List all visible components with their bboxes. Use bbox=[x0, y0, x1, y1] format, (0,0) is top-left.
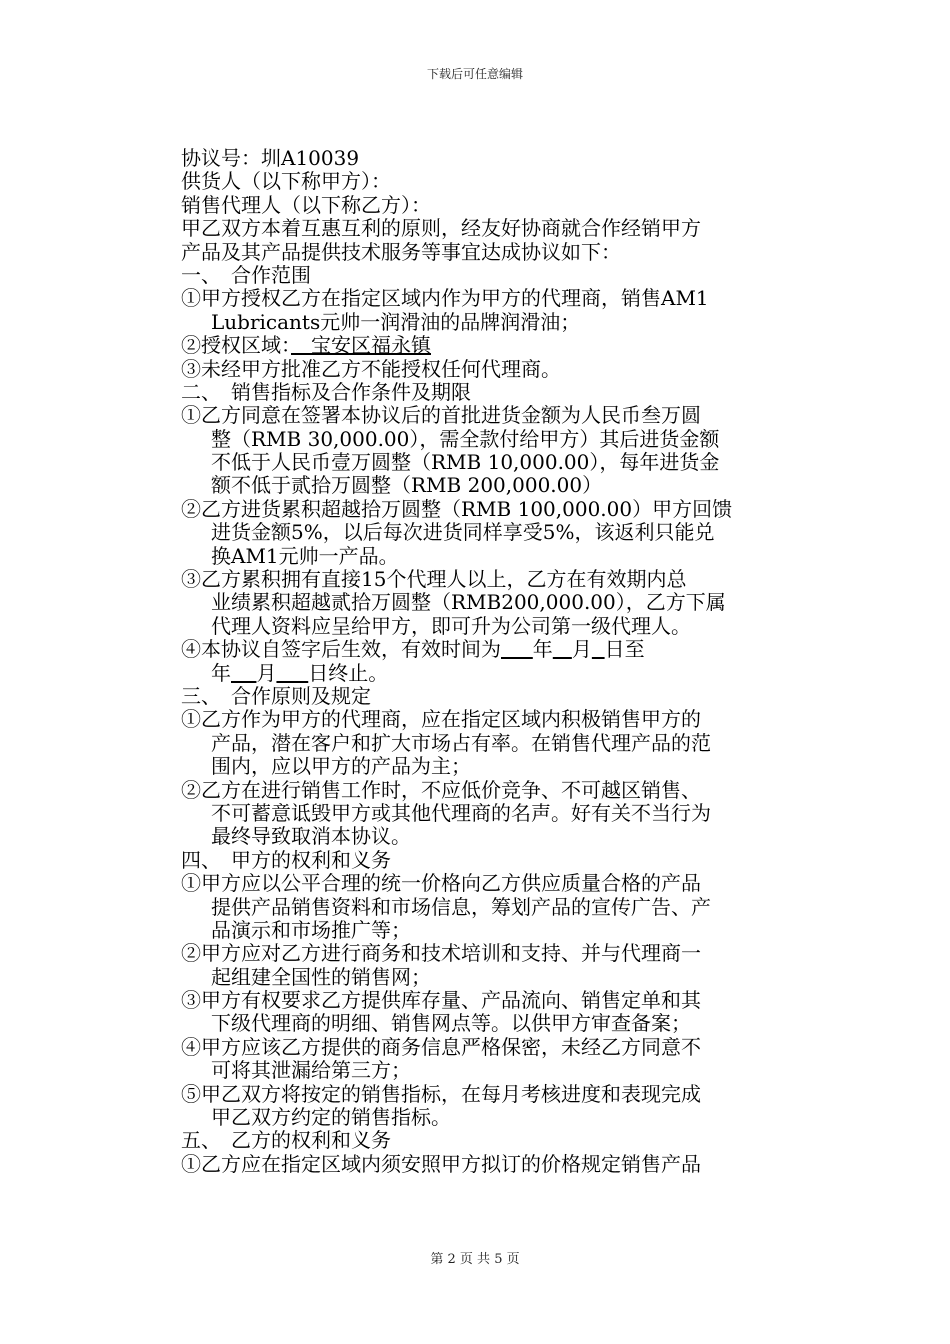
line-text: 日至 bbox=[604, 637, 645, 662]
line-text: 整（RMB 30,000.00），需全款付给甲方）其后进货金额 bbox=[211, 426, 720, 451]
text-line bbox=[181, 241, 821, 264]
text-line bbox=[181, 1059, 821, 1082]
line-text: 不低于人民币壹万圆整（RMB 10,000.00），每年进货金 bbox=[211, 450, 720, 475]
line-text: ①乙方作为甲方的代理商，应在指定区域内积极销售甲方的 bbox=[181, 707, 701, 732]
line-text: ④本协议自签字后生效，有效时间为 bbox=[181, 637, 501, 662]
line-text: 月 bbox=[571, 637, 592, 662]
line-text: 起组建全国性的销售网； bbox=[211, 964, 431, 989]
line-text: 销售代理人（以下称乙方）： bbox=[181, 192, 431, 217]
text-line bbox=[181, 404, 821, 427]
text-line bbox=[181, 217, 821, 240]
text-line bbox=[181, 638, 821, 661]
line-text: ①乙方应在指定区域内须安照甲方拟订的价格规定销售产品 bbox=[181, 1151, 701, 1176]
line-text: ②授权区域： bbox=[181, 333, 291, 358]
text-line bbox=[181, 147, 821, 170]
text-line bbox=[181, 264, 821, 287]
line-text: ③甲方有权要求乙方提供库存量、产品流向、销售定单和其 bbox=[181, 988, 701, 1013]
fill-in-blank bbox=[592, 637, 605, 661]
text-line bbox=[181, 428, 821, 451]
text-line bbox=[181, 779, 821, 802]
text-line bbox=[181, 942, 821, 965]
line-text: 围内，应以甲方的产品为主； bbox=[211, 754, 471, 779]
text-line bbox=[181, 1036, 821, 1059]
line-text: ③乙方累积拥有直接15个代理人以上，乙方在有效期内总 bbox=[181, 567, 687, 592]
line-text: 最终导致取消本协议。 bbox=[211, 824, 411, 849]
text-line bbox=[181, 568, 821, 591]
text-line bbox=[181, 521, 821, 544]
line-text: ①乙方同意在签署本协议后的首批进货金额为人民币叁万圆 bbox=[181, 403, 701, 428]
page-footer: 第 2 页 共 5 页 bbox=[430, 1252, 520, 1267]
text-line bbox=[181, 591, 821, 614]
line-text: ②乙方进货累积超越拾万圆整（RMB 100,000.00）甲方回馈 bbox=[181, 496, 733, 521]
line-text: 月 bbox=[256, 660, 277, 685]
text-line bbox=[181, 334, 821, 357]
line-text: 产品及其产品提供技术服务等事宜达成协议如下： bbox=[181, 239, 621, 264]
text-line bbox=[181, 685, 821, 708]
line-text: ①甲方授权乙方在指定区域内作为甲方的代理商，销售AM1 bbox=[181, 286, 709, 311]
text-line bbox=[181, 545, 821, 568]
line-text: 协议号：圳A10039 bbox=[181, 146, 360, 170]
text-line bbox=[181, 872, 821, 895]
fill-in-blank bbox=[501, 637, 533, 661]
text-line bbox=[181, 1153, 821, 1176]
text-line bbox=[181, 849, 821, 872]
line-text: 年 bbox=[211, 660, 231, 685]
line-text: Lubricants元帅一润滑油的品牌润滑油； bbox=[211, 309, 581, 334]
line-text: ②甲方应对乙方进行商务和技术培训和支持、并与代理商一 bbox=[181, 941, 701, 966]
fill-in-blank bbox=[276, 661, 308, 685]
line-text: 额不低于贰拾万圆整（RMB 200,000.00） bbox=[211, 473, 603, 498]
line-text: 业绩累积超越贰拾万圆整（RMB200,000.00），乙方下属 bbox=[211, 590, 726, 615]
line-text: ④甲方应该乙方提供的商务信息严格保密，未经乙方同意不 bbox=[181, 1034, 701, 1059]
text-line bbox=[181, 662, 821, 685]
text-line bbox=[181, 1106, 821, 1129]
text-line bbox=[181, 311, 821, 334]
line-text: 提供产品销售资料和市场信息，筹划产品的宣传广告、产 bbox=[211, 894, 711, 919]
page-header: 下载后可任意编辑 bbox=[426, 67, 523, 81]
text-line bbox=[181, 287, 821, 310]
text-line bbox=[181, 194, 821, 217]
line-text: 代理人资料应呈给甲方，即可升为公司第一级代理人。 bbox=[211, 613, 691, 638]
text-line bbox=[181, 989, 821, 1012]
text-line bbox=[181, 966, 821, 989]
line-text: 可将其泄漏给第三方； bbox=[211, 1058, 411, 1083]
text-line bbox=[181, 1129, 821, 1152]
line-text: 五、 乙方的权利和义务 bbox=[181, 1128, 391, 1153]
text-line bbox=[181, 358, 821, 381]
line-text: 二、 销售指标及合作条件及期限 bbox=[181, 379, 471, 404]
line-text: 年 bbox=[532, 637, 553, 662]
line-text: 换AM1元帅一产品。 bbox=[211, 543, 399, 568]
text-line bbox=[181, 474, 821, 497]
fill-in-blank bbox=[231, 661, 256, 685]
text-line bbox=[181, 1083, 821, 1106]
document-body bbox=[181, 147, 821, 1176]
line-text: 日终止。 bbox=[308, 660, 389, 685]
line-text: 产品，潜在客户和扩大市场占有率。在销售代理产品的范 bbox=[211, 730, 711, 755]
text-line bbox=[181, 732, 821, 755]
text-line bbox=[181, 708, 821, 731]
line-text: 下级代理商的明细、销售网点等。以供甲方审查备案； bbox=[211, 1011, 691, 1036]
text-line bbox=[181, 170, 821, 193]
text-line bbox=[181, 1012, 821, 1035]
text-line bbox=[181, 451, 821, 474]
text-line bbox=[181, 755, 821, 778]
line-text: 一、 合作范围 bbox=[181, 262, 311, 287]
line-text: ①甲方应以公平合理的统一价格向乙方供应质量合格的产品 bbox=[181, 871, 701, 896]
line-text: 甲乙双方本着互惠互利的原则，经友好协商就合作经销甲方 bbox=[181, 216, 701, 241]
line-text: 不可蓄意诋毁甲方或其他代理商的名声。好有关不当行为 bbox=[211, 800, 711, 825]
text-line bbox=[181, 498, 821, 521]
line-text: ⑤甲乙双方将按定的销售指标，在每月考核进度和表现完成 bbox=[181, 1081, 701, 1106]
line-text: ②乙方在进行销售工作时，不应低价竞争、不可越区销售、 bbox=[181, 777, 701, 802]
text-line bbox=[181, 802, 821, 825]
line-text: 三、 合作原则及规定 bbox=[181, 683, 371, 708]
line-text: 供货人（以下称甲方）： bbox=[181, 169, 391, 194]
line-text: 四、 甲方的权利和义务 bbox=[181, 847, 391, 872]
text-line bbox=[181, 896, 821, 919]
text-line bbox=[181, 825, 821, 848]
text-line bbox=[181, 919, 821, 942]
fill-in-blank: 宝安区福永镇 bbox=[291, 333, 431, 358]
line-text: 甲乙双方约定的销售指标。 bbox=[211, 1105, 451, 1130]
line-text: ③未经甲方批准乙方不能授权任何代理商。 bbox=[181, 356, 561, 381]
text-line bbox=[181, 615, 821, 638]
line-text: 进货金额5%，以后每次进货同样享受5%，该返利只能兑 bbox=[211, 520, 715, 545]
text-line bbox=[181, 381, 821, 404]
line-text: 品演示和市场推广等； bbox=[211, 917, 411, 942]
fill-in-blank bbox=[553, 637, 572, 661]
